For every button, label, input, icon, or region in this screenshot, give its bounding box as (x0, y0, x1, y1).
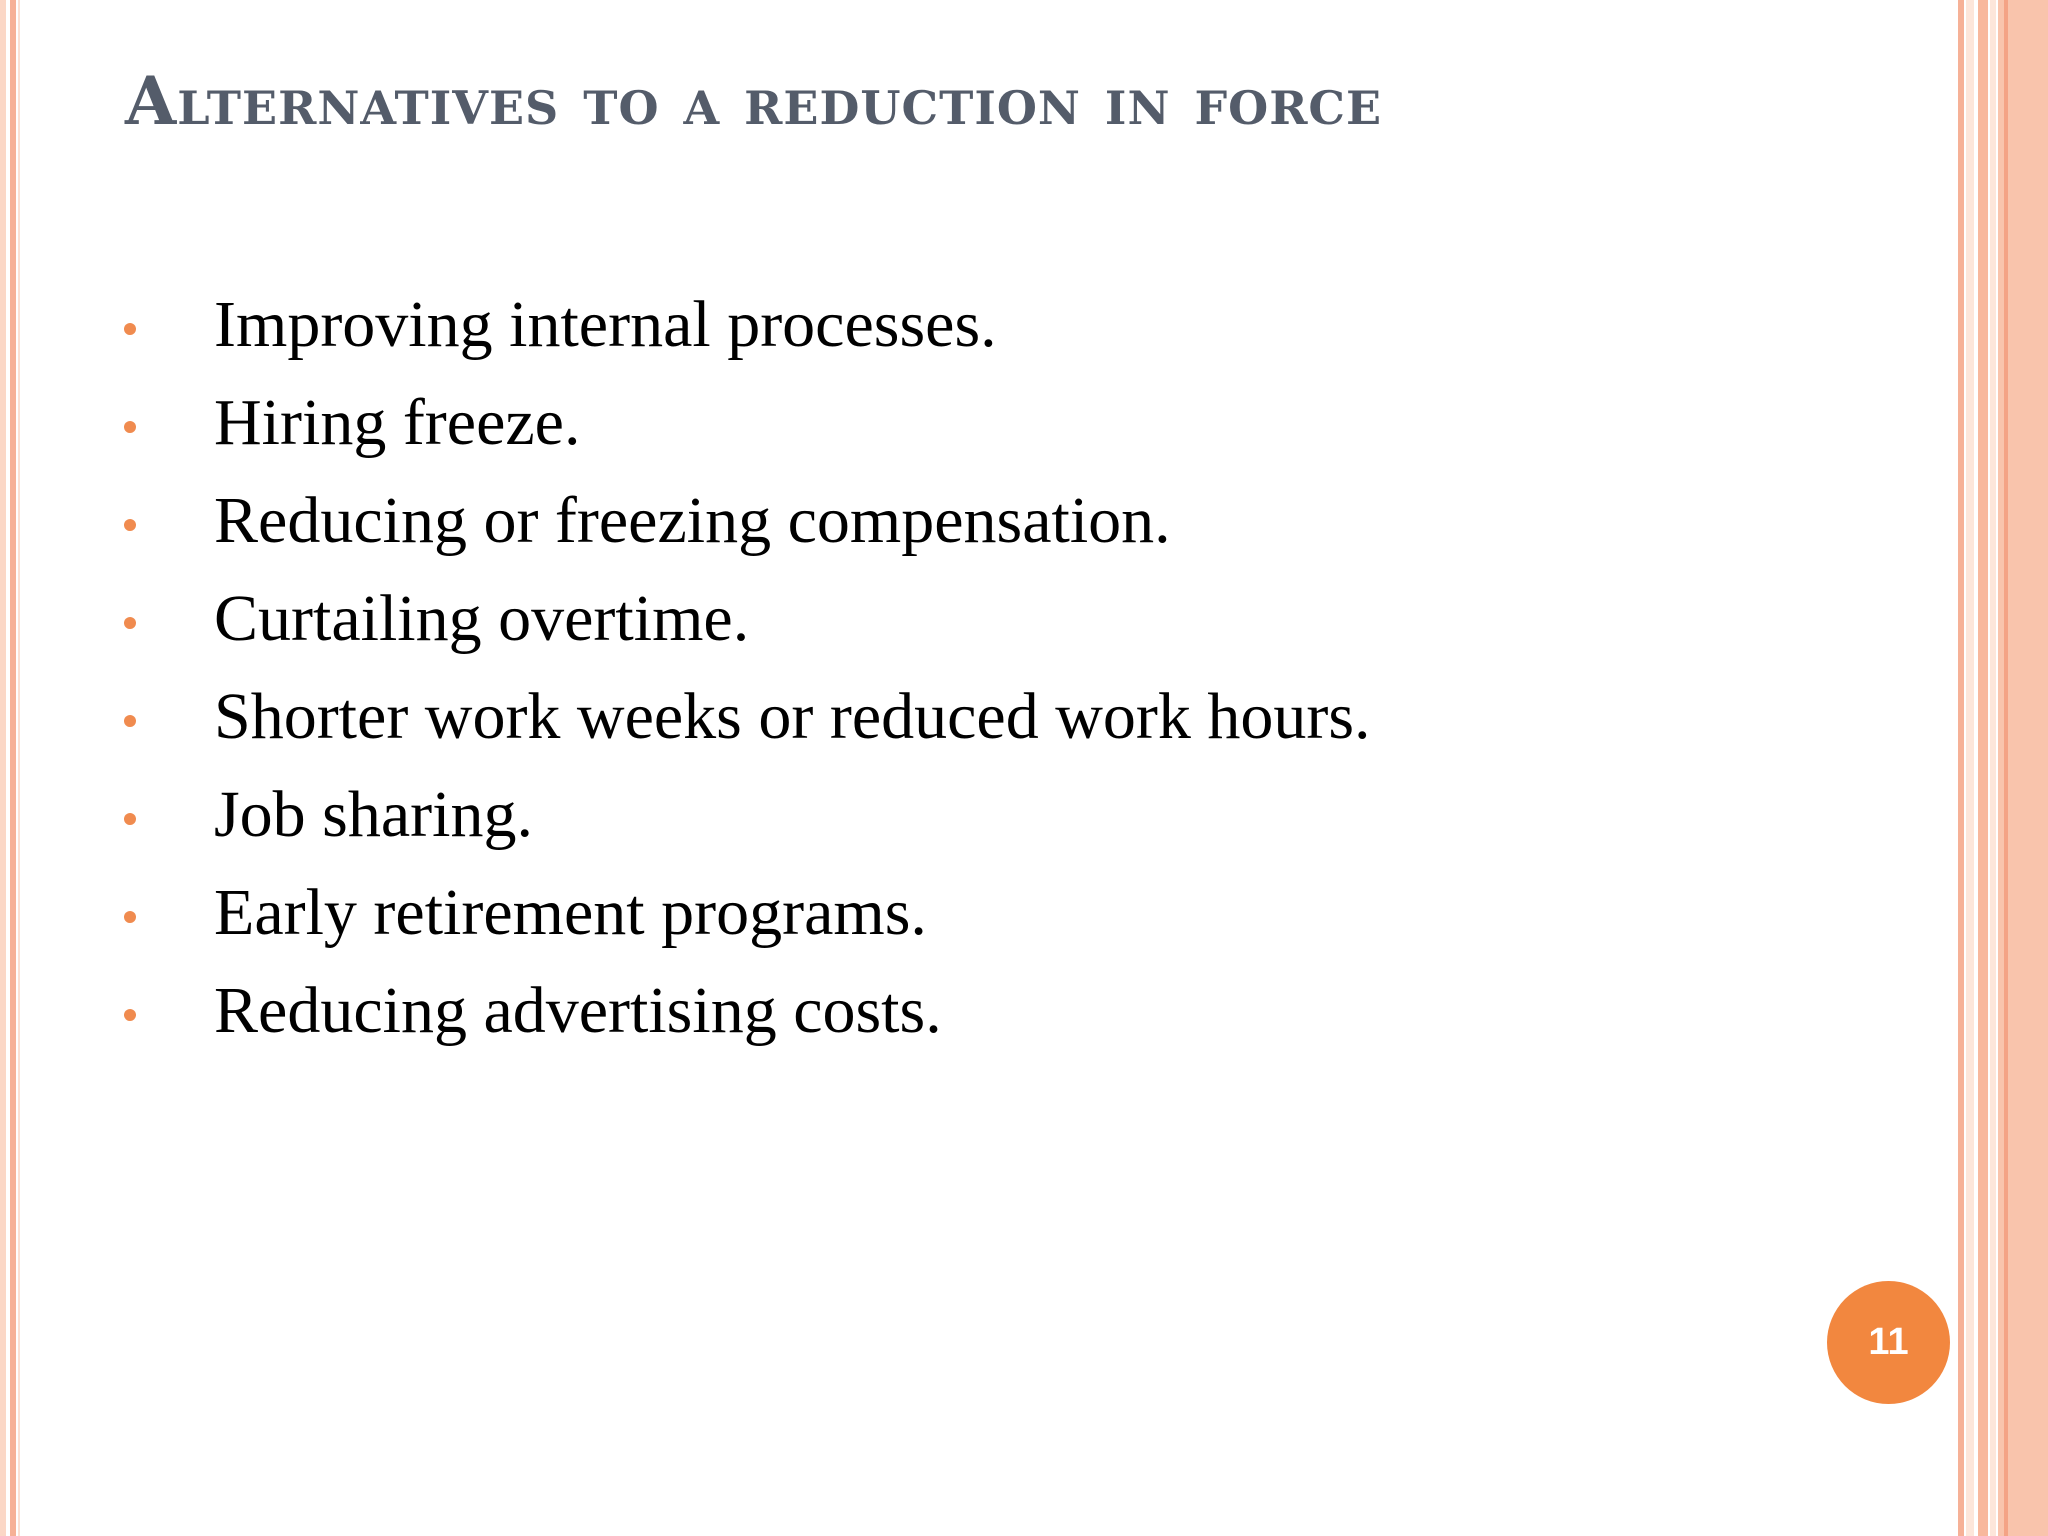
bullet-icon (124, 617, 136, 629)
bullet-icon (124, 1009, 136, 1021)
right-border-stripe (1990, 0, 1996, 1536)
right-border-stripe (1978, 0, 1988, 1536)
bullet-icon (124, 813, 136, 825)
right-border-stripe (2004, 0, 2008, 1536)
bullet-text: Job sharing. (214, 778, 533, 851)
list-item (0, 481, 1700, 579)
list-item (0, 873, 1700, 971)
bullet-icon (124, 519, 136, 531)
list-item (0, 579, 1700, 677)
bullet-text: Early retirement programs. (214, 876, 927, 949)
bullet-text: Improving internal processes. (214, 288, 997, 361)
list-item (0, 971, 1700, 1069)
bullet-list (0, 285, 1700, 1069)
list-item (0, 285, 1700, 383)
bullet-icon (124, 421, 136, 433)
bullet-text: Shorter work weeks or reduced work hours. (214, 680, 1371, 753)
bullet-icon (124, 323, 136, 335)
right-border-stripe (1966, 0, 1974, 1536)
page-number: 11 (1868, 1321, 1909, 1363)
bullet-icon (124, 715, 136, 727)
bullet-text: Hiring freeze. (214, 386, 581, 459)
bullet-text: Reducing or freezing compensation. (214, 484, 1171, 557)
page-number-badge (1827, 1281, 1950, 1404)
bullet-text: Curtailing overtime. (214, 582, 750, 655)
right-border-stripe (1958, 0, 1964, 1536)
slide-title: Alternatives to a reduction in force (125, 62, 1383, 140)
bullet-text: Reducing advertising costs. (214, 974, 942, 1047)
list-item (0, 677, 1700, 775)
list-item (0, 775, 1700, 873)
bullet-icon (124, 911, 136, 923)
list-item (0, 383, 1700, 481)
